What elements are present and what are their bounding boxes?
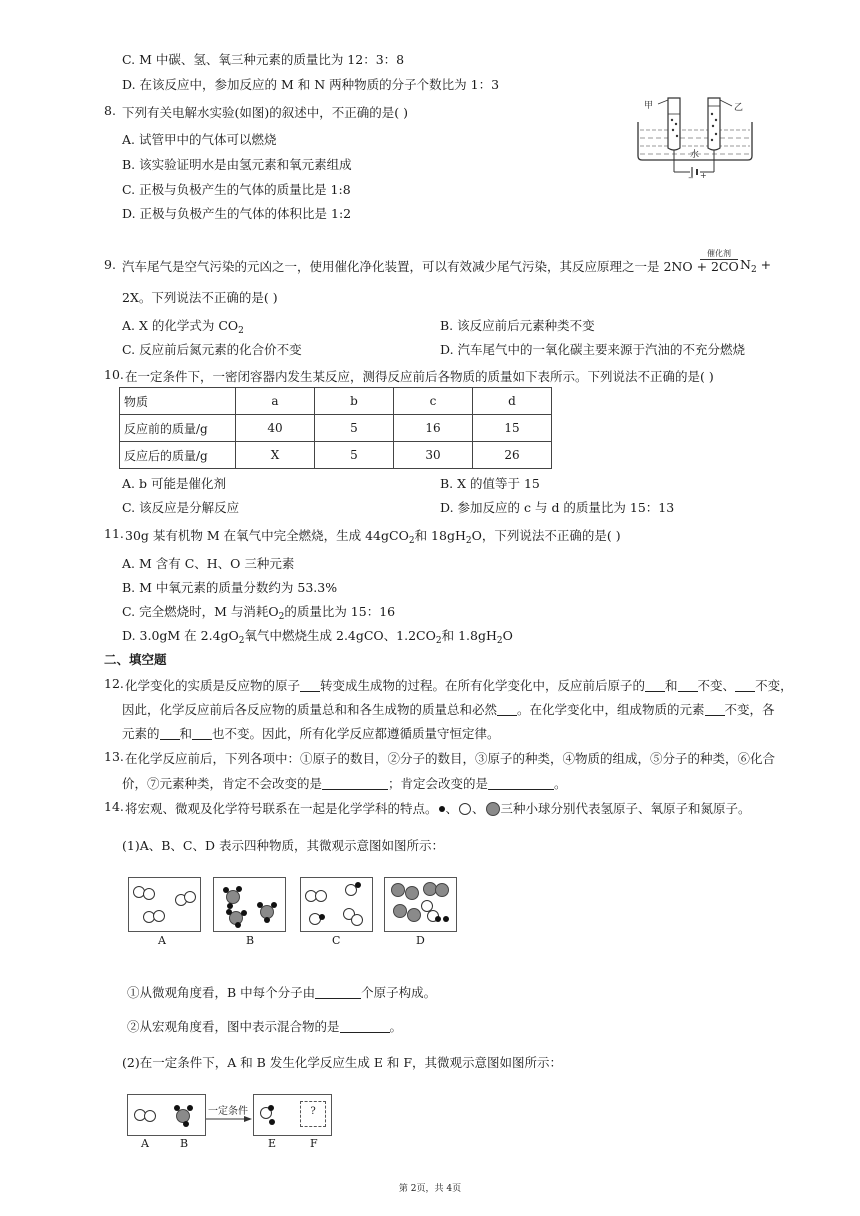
blank-field[interactable]	[678, 679, 698, 692]
electrolysis-figure	[632, 94, 760, 180]
q9-option-c: C. 反应前后氮元素的化合价不变	[122, 342, 302, 357]
box-a	[128, 877, 201, 932]
nitrogen-atom-icon	[486, 802, 500, 816]
product-e-label: E	[268, 1137, 277, 1150]
condition-label: 一定条件	[208, 1106, 248, 1117]
q8-option-d: D. 正极与负极产生的气体的体积比是 1:2	[122, 206, 352, 221]
arrow-icon	[204, 1115, 254, 1123]
table-cell: X	[236, 442, 315, 469]
q8-number: 8.	[104, 103, 116, 118]
unknown-mark: ?	[310, 1106, 316, 1117]
table-header-cell: d	[473, 388, 552, 415]
q8-option-b: B. 该实验证明水是由氢元素和氧元素组成	[122, 157, 352, 172]
blank-field[interactable]	[497, 703, 517, 716]
q10-option-b: B. X 的值等于 15	[440, 476, 540, 491]
q11-option-b: B. M 中氧元素的质量分数约为 53.3%	[122, 580, 338, 595]
page-footer: 第 2页，共 4页	[398, 1184, 462, 1194]
q13-line1: 在化学反应前后，下列各项中：①原子的数目，②分子的数目，③原子的种类，④物质的组成，⑤分子的种类，⑥化合	[125, 751, 776, 766]
blank-field[interactable]	[322, 777, 388, 790]
q9-option-a: A. X 的化学式为 $CO_2$	[122, 318, 244, 336]
section-title: 二、填空题	[104, 652, 167, 667]
box-b-label: B	[246, 934, 255, 947]
product-f-label: F	[310, 1137, 318, 1150]
q14-stem: 将宏观、微观及化学符号联系在一起是化学学科的特点。 、 、 三种小球分别代表氢原子、氧原子和氮原子。	[125, 801, 751, 816]
box-b	[213, 877, 286, 932]
reactant-box	[127, 1094, 206, 1136]
q11-option-c: C. 完全燃烧时，M 与消耗$O_2$的质量比为 15：16	[122, 604, 396, 622]
table-cell: 40	[236, 415, 315, 442]
q8-stem: 下列有关电解水实验(如图)的叙述中，不正确的是( )	[122, 105, 408, 120]
hydrogen-atom-icon	[439, 806, 445, 812]
q11-option-a: A. M 含有 C、H、O 三种元素	[122, 556, 295, 571]
q14-sub2: ②从宏观角度看，图中表示混合物的是 。	[127, 1019, 403, 1034]
oxygen-atom-icon	[459, 803, 471, 815]
svg-text:−: −	[688, 174, 694, 180]
reactant-b-label: B	[180, 1137, 189, 1150]
table-header-cell: b	[315, 388, 394, 415]
q12-line3: 元素的 和 也不变。因此，所有化学反应都遵循质量守恒定律。	[122, 726, 500, 741]
table-cell: 反应后的质量/g	[120, 442, 236, 469]
blank-field[interactable]	[192, 727, 212, 740]
catalyst-label: 催化剂	[707, 249, 731, 258]
product-box	[253, 1094, 332, 1136]
q9-stem-line2: 2X。下列说法不正确的是( )	[122, 290, 278, 305]
table-cell: 16	[394, 415, 473, 442]
q9-stem-line1: 汽车尾气是空气污染的元凶之一，使用催化净化装置，可以有效减少尾气污染，其反应原理之一是 2NO + 2CO	[122, 259, 739, 274]
q10-number: 10.	[104, 367, 124, 382]
q7-option-c: C. M 中碳、氢、氧三种元素的质量比为 12：3：8	[122, 52, 405, 67]
box-c	[300, 877, 373, 932]
q12-line1: 化学变化的实质是反应物的原子 转变成生成物的过程。在所有化学变化中，反应前后原子的 和 不变、 不变，	[125, 678, 793, 693]
mass-table	[119, 387, 552, 469]
q10-option-c: C. 该反应是分解反应	[122, 500, 240, 515]
blank-field[interactable]	[645, 679, 665, 692]
unknown-box	[300, 1101, 326, 1127]
blank-field[interactable]	[705, 703, 725, 716]
q9-product-n2: $N_2$ +	[740, 257, 772, 275]
q9-option-b: B. 该反应前后元素种类不变	[440, 318, 595, 333]
table-header-cell: a	[236, 388, 315, 415]
q8-option-a: A. 试管甲中的气体可以燃烧	[122, 132, 277, 147]
q10-option-a: A. b 可能是催化剂	[122, 476, 226, 491]
q11-stem: 30g 某有机物 M 在氧气中完全燃烧，生成 44gCO$_2$和 $18gH_2O$，下列说法不正确的是( )	[125, 528, 621, 546]
q11-option-d: D. 3.0gM 在 $2.4gO_2$氧气中燃烧生成 2.4gCO、$1.2CO_2$和 $1.8gH_2O$	[122, 628, 513, 646]
blank-field[interactable]	[340, 1020, 390, 1033]
table-row	[120, 415, 552, 442]
q9-number: 9.	[104, 257, 116, 272]
q7-option-d: D. 在该反应中，参加反应的 M 和 N 两种物质的分子个数比为 1：3	[122, 77, 500, 92]
blank-field[interactable]	[300, 679, 320, 692]
q10-option-d: D. 参加反应的 c 与 d 的质量比为 15：13	[440, 500, 675, 515]
table-header-cell: c	[394, 388, 473, 415]
q14-part2: (2)在一定条件下，A 和 B 发生化学反应生成 E 和 F，其微观示意图如图所示：	[122, 1055, 563, 1070]
box-a-label: A	[158, 934, 166, 947]
q10-stem: 在一定条件下，一密闭容器内发生某反应，测得反应前后各物质的质量如下表所示。下列说法不正确的是( )	[125, 369, 714, 384]
q13-number: 13.	[104, 749, 124, 764]
blank-field[interactable]	[735, 679, 755, 692]
q12-line2: 因此，化学反应前后各反应物的质量总和和各生成物的质量总和必然 。在化学变化中，组成物质的元素 不变，各	[122, 702, 775, 717]
table-cell: 15	[473, 415, 552, 442]
box-d-label: D	[416, 934, 425, 947]
water-label: 水	[690, 150, 700, 160]
table-cell: 26	[473, 442, 552, 469]
q11-number: 11.	[104, 526, 124, 541]
reaction-arrow	[700, 259, 738, 260]
tube-yi-label: 乙	[734, 103, 744, 113]
q14-number: 14.	[104, 799, 124, 814]
q8-option-c: C. 正极与负极产生的气体的质量比是 1:8	[122, 182, 351, 197]
blank-field[interactable]	[160, 727, 180, 740]
table-cell: 5	[315, 442, 394, 469]
table-header-row	[120, 388, 552, 415]
reactant-a-label: A	[141, 1137, 149, 1150]
q9-option-d: D. 汽车尾气中的一氧化碳主要来源于汽油的不充分燃烧	[440, 342, 746, 357]
blank-field[interactable]	[488, 777, 554, 790]
svg-text:+: +	[700, 171, 707, 180]
table-row	[120, 442, 552, 469]
table-cell: 反应前的质量/g	[120, 415, 236, 442]
tube-jia-label: 甲	[644, 101, 654, 111]
q14-sub1: ①从微观角度看，B 中每个分子由 个原子构成。	[127, 985, 437, 1000]
table-cell: 30	[394, 442, 473, 469]
q14-part1: (1)A、B、C、D 表示四种物质，其微观示意图如图所示：	[122, 838, 444, 853]
table-cell: 5	[315, 415, 394, 442]
box-c-label: C	[332, 934, 341, 947]
q12-number: 12.	[104, 676, 124, 691]
table-header-cell: 物质	[120, 388, 236, 415]
blank-field[interactable]	[315, 986, 361, 999]
q13-line2: 价，⑦元素种类，肯定不会改变的是 ；肯定会改变的是 。	[122, 776, 567, 791]
box-d	[384, 877, 457, 932]
